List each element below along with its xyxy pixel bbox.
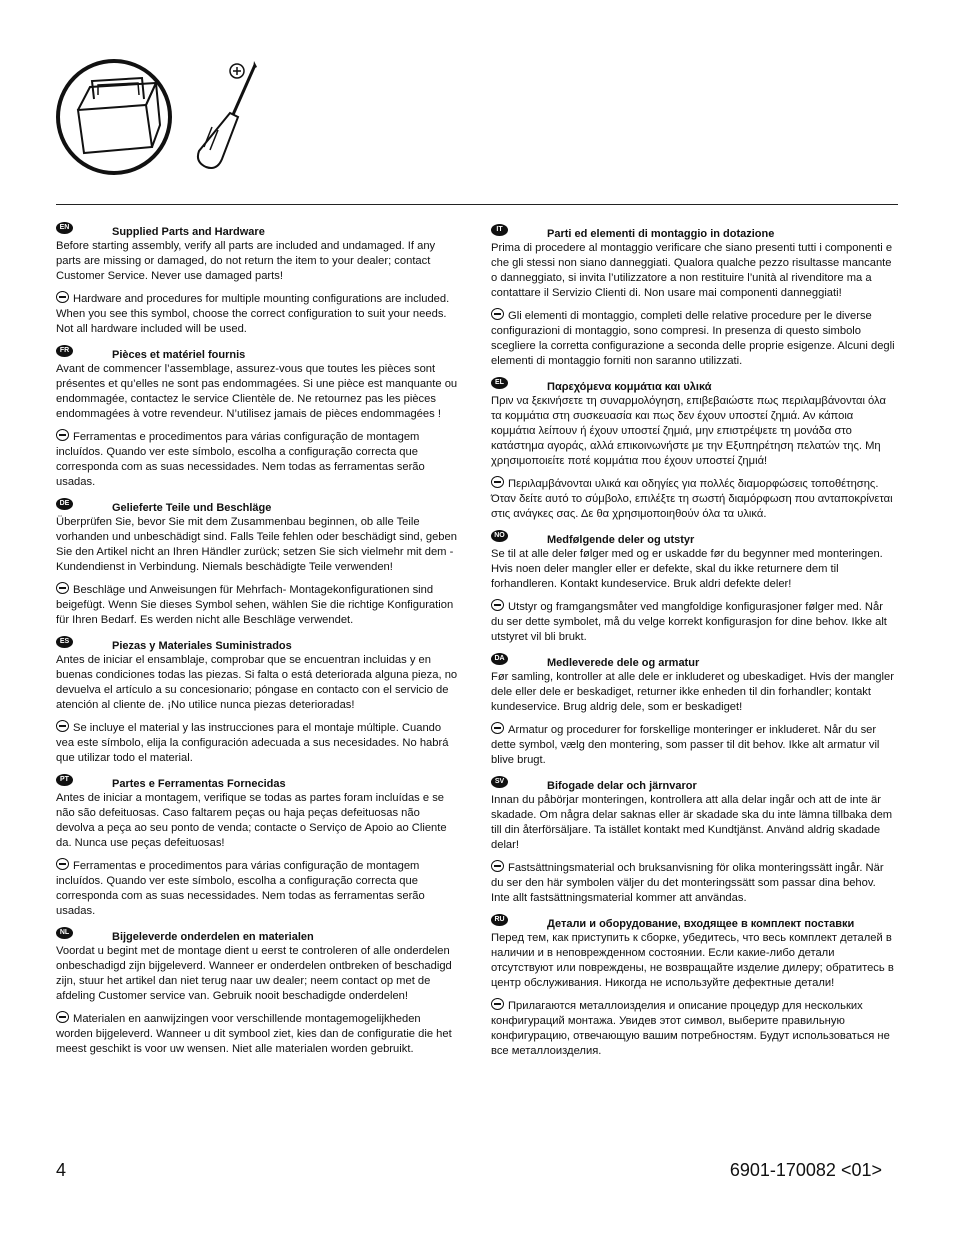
section-de	[56, 498, 460, 628]
option-icon	[491, 599, 504, 611]
section-body: Überprüfen Sie, bevor Sie mit dem Zusammenbau beginnen, ob alle Teile vorhanden und unbeschädigt sind. Falls Teile fehlen oder beschädigt sind, geben Sie den Artikel nicht an Ihren Händler zurück; setzen Sie sich vielmehr mit dem -Kundendienst in Verbindung. Niemals beschädigte Teile verwenden!	[56, 516, 457, 573]
section-title: Medleverede dele og armatur	[547, 657, 700, 669]
section-title: Bijgeleverde onderdelen en materialen	[112, 931, 314, 943]
section-pt	[56, 774, 460, 919]
option-note: Utstyr og framgangsmåter ved mangfoldige konfigurasjoner følger med. Når du ser dette symbolet, må du velge korrekt konfigurasjon for dine behov. Ikke alt utstyret vil bli brukt.	[491, 601, 887, 643]
left-column	[56, 222, 460, 1065]
header-divider	[56, 204, 898, 205]
language-badge: ES	[56, 636, 73, 648]
section-en	[56, 222, 460, 337]
section-fr	[56, 345, 460, 490]
section-title: Pièces et matériel fournis	[112, 349, 246, 361]
language-badge: RU	[491, 914, 508, 926]
option-note: Se incluye el material y las instrucciones para el montaje múltiple. Cuando vea este símbolo, elija la configuración adecuada a sus necesidades. No habrá que utilizar todo el material.	[56, 722, 449, 764]
section-body: Prima di procedere al montaggio verificare che siano presenti tutti i componenti e che gli stessi non siano danneggiati. Qualora qualche pezzo risultasse mancante o danneggiato, si invita l’utilizzatore a non restituire l’unità al rivenditore ma a contattare il Servizio Clienti di. Non usare mai componenti danneggiati!	[491, 242, 893, 299]
option-note: Fastsättningsmaterial och bruksanvisning för olika monteringssätt ingår. När du ser den här symbolen väljer du det monteringssätt som passar dina behov. Inte allt fastsättningsmaterial kommer att användas.	[491, 862, 884, 904]
section-el	[491, 377, 895, 522]
section-no	[491, 530, 895, 645]
section-title: Gelieferte Teile und Beschläge	[112, 502, 272, 514]
option-icon	[491, 998, 504, 1010]
section-title: Supplied Parts and Hardware	[112, 226, 265, 238]
section-title: Παρεχόμενα κομμάτια και υλικά	[547, 381, 712, 393]
section-title: Детали и оборудование, входящее в комплект поставки	[547, 918, 855, 930]
option-icon	[56, 582, 69, 594]
option-icon	[56, 429, 69, 441]
language-badge: NO	[491, 530, 508, 542]
section-title: Piezas y Materiales Suministrados	[112, 640, 292, 652]
toolbox-icon	[58, 61, 170, 173]
section-body: Antes de iniciar el ensamblaje, comprobar que se encuentran incluidas y en buenas condiciones todas las piezas. Si falta o está deteriorada alguna pieza, no devuelva el artículo a su concesionario; póngase en contacto con el servicio de atención al cliente de. ¡No utilice nunca piezas deterioradas!	[56, 654, 458, 711]
section-nl	[56, 927, 460, 1057]
section-it	[491, 224, 895, 369]
option-icon	[56, 858, 69, 870]
section-sv	[491, 776, 895, 906]
option-icon	[56, 720, 69, 732]
language-badge: FR	[56, 345, 73, 357]
option-note: Materialen en aanwijzingen voor verschillende montagemogelijkheden worden bijgeleverd. Wanneer u dit symbool ziet, kies dan de configuratie die het meest geschikt is voor uw wensen. Niet alle materialen worden gebruikt.	[56, 1013, 452, 1055]
section-body: Antes de iniciar a montagem, verifique se todas as partes foram incluídas e se não são defeituosas. Caso faltarem peças ou haja peças defeituosas não devolva a peça ao seu ponto de venda; contacte o Serviço de Apoio ao Cliente da. Nunca use peças defeituosas!	[56, 792, 447, 849]
option-note: Gli elementi di montaggio, completi delle relative procedure per le diverse configurazioni di montaggio, sono compresi. In presenza di questo simbolo scegliere la corretta configurazione a seconda delle proprie esigenze. Alcuni degli elementi di montaggio forniti non saranno utilizzati.	[491, 310, 895, 367]
phillips-screwdriver-icon	[198, 61, 257, 168]
option-note: Beschläge und Anweisungen für Mehrfach- Montagekonfigurationen sind beigefügt. Wenn Sie dieses Symbol sehen, wählen Sie die richtige Konfiguration für Ihren Bedarf. Es werden nicht alle Beschläge verwendet.	[56, 584, 454, 626]
document-code: 6901-170082 <01>	[729, 1160, 882, 1180]
option-icon	[491, 860, 504, 872]
section-title: Partes e Ferramentas Fornecidas	[112, 778, 286, 790]
option-icon	[491, 308, 504, 320]
option-note: Armatur og procedurer for forskellige monteringer er inkluderet. Når du ser dette symbol, vælg den montering, som passer til dit behov. Ikke alt armatur vil blive brugt.	[491, 724, 880, 766]
option-note: Прилагаются металлоизделия и описание процедур для нескольких конфигураций монтажа. Увидев этот символ, выберите правильную конфигурацию, отвечающую вашим потребностям. Будут использоваться не все металлоизделия.	[491, 1000, 890, 1057]
language-badge: EN	[56, 222, 73, 234]
section-body: Before starting assembly, verify all parts are included and undamaged. If any parts are missing or damaged, do not return the item to your dealer; contact Customer Service. Never use damaged parts!	[56, 240, 436, 282]
section-body: Se til at alle deler følger med og er uskadde før du begynner med monteringen. Hvis noen deler mangler eller er defekte, skal du ikke returnere dem til forhandleren. Kontakt kundeservice. Bruk aldri defekte deler!	[491, 548, 883, 590]
section-body: Перед тем, как приступить к сборке, убедитесь, что весь комплект деталей в наличии и в неповрежденном состоянии. Если какие-либо детали отсутствуют или повреждены, не возвращайте изделие дилеру; обратитесь в центр обслуживания. Никогда не используйте дефектные детали!	[491, 932, 894, 989]
option-icon	[491, 476, 504, 488]
section-ru	[491, 914, 895, 1059]
option-note: Περιλαμβάνονται υλικά και οδηγίες για πολλές διαμορφώσεις τοποθέτησης. Όταν δείτε αυτό το σύμβολο, επιλέξτε τη σωστή διαμόρφωση που ανταποκρίνεται στις ανάγκες σας. Δε θα χρησιμοποιηθούν όλα τα υλικά.	[491, 478, 893, 520]
section-title: Medfølgende deler og utstyr	[547, 534, 695, 546]
language-badge: NL	[56, 927, 73, 939]
language-badge: SV	[491, 776, 508, 788]
right-column	[491, 224, 895, 1067]
option-note: Ferramentas e procedimentos para várias configuração de montagem incluídos. Quando ver este símbolo, escolha a configuração correcta que corresponda com as suas necessidades. Nem todas as ferramentas serão usadas.	[56, 860, 425, 917]
page-number: 4	[56, 1160, 67, 1180]
language-badge: EL	[491, 377, 508, 389]
section-title: Bifogade delar och järnvaror	[547, 780, 697, 792]
language-badge: PT	[56, 774, 73, 786]
tools-illustration	[54, 55, 274, 185]
section-es	[56, 636, 460, 766]
language-badge: IT	[491, 224, 508, 236]
language-badge: DE	[56, 498, 73, 510]
option-icon	[491, 722, 504, 734]
section-body: Før samling, kontroller at alle dele er inkluderet og ubeskadiget. Hvis der mangler dele eller dele er beskadiget, returner ikke enheden til din forhandler; kontakt kundeservice. Brug aldrig dele, som er beskadiget!	[491, 671, 894, 713]
language-badge: DA	[491, 653, 508, 665]
section-da	[491, 653, 895, 768]
section-body: Avant de commencer l’assemblage, assurez-vous que toutes les pièces sont présentes et qu’elles ne sont pas endommagées. Si une pièce est manquante ou endommagée, contactez le service Clientèle de. Ne retournez pas les pièces endommagées à votre revendeur. N’utilisez jamais de pièces endommagées !	[56, 363, 458, 420]
section-body: Innan du påbörjar monteringen, kontrollera att alla delar ingår och att de inte är skadade. Om några delar saknas eller är skadade ska du inte lämna tillbaka dem till din återförsäljare. Ta istället kontakt med Kundtjänst. Använd aldrig skadade delar!	[491, 794, 893, 851]
section-body: Voordat u begint met de montage dient u eerst te controleren of alle onderdelen onbeschadigd zijn bijgeleverd. Wanneer er onderdelen ontbreken of beschadigd zijn, stuur het artikel dan niet terug naar uw dealer; neem contact op met de afdeling Customer service van. Gebruik nooit beschadigde onderdelen!	[56, 945, 452, 1002]
option-icon	[56, 291, 69, 303]
section-body: Πριν να ξεκινήσετε τη συναρμολόγηση, επιβεβαιώστε πως περιλαμβάνονται όλα τα κομμάτια στη συσκευασία και πως δεν έχουν υποστεί ζημιά. Αν κάποια κομμάτια λείπουν ή έχουν υποστεί ζημιά, μην επιστρέψετε τη μονάδα στο κατάστημα αγοράς, αλλά επικοινωνήστε με την Εξυπηρέτηση πελατών της. Μη χρησιμοποιείτε ποτέ κομμάτια που έχουν υποστεί ζημιά!	[491, 395, 886, 467]
option-note: Hardware and procedures for multiple mounting configurations are included. When you see this symbol, choose the correct configuration to suit your needs. Not all hardware included will be used.	[56, 293, 450, 335]
option-note: Ferramentas e procedimentos para várias configuração de montagem incluídos. Quando ver este símbolo, escolha a configuração correcta que corresponda com as suas necessidades. Nem todas as ferramentas serão usadas.	[56, 431, 425, 488]
section-title: Parti ed elementi di montaggio in dotazione	[547, 228, 775, 240]
option-icon	[56, 1011, 69, 1023]
